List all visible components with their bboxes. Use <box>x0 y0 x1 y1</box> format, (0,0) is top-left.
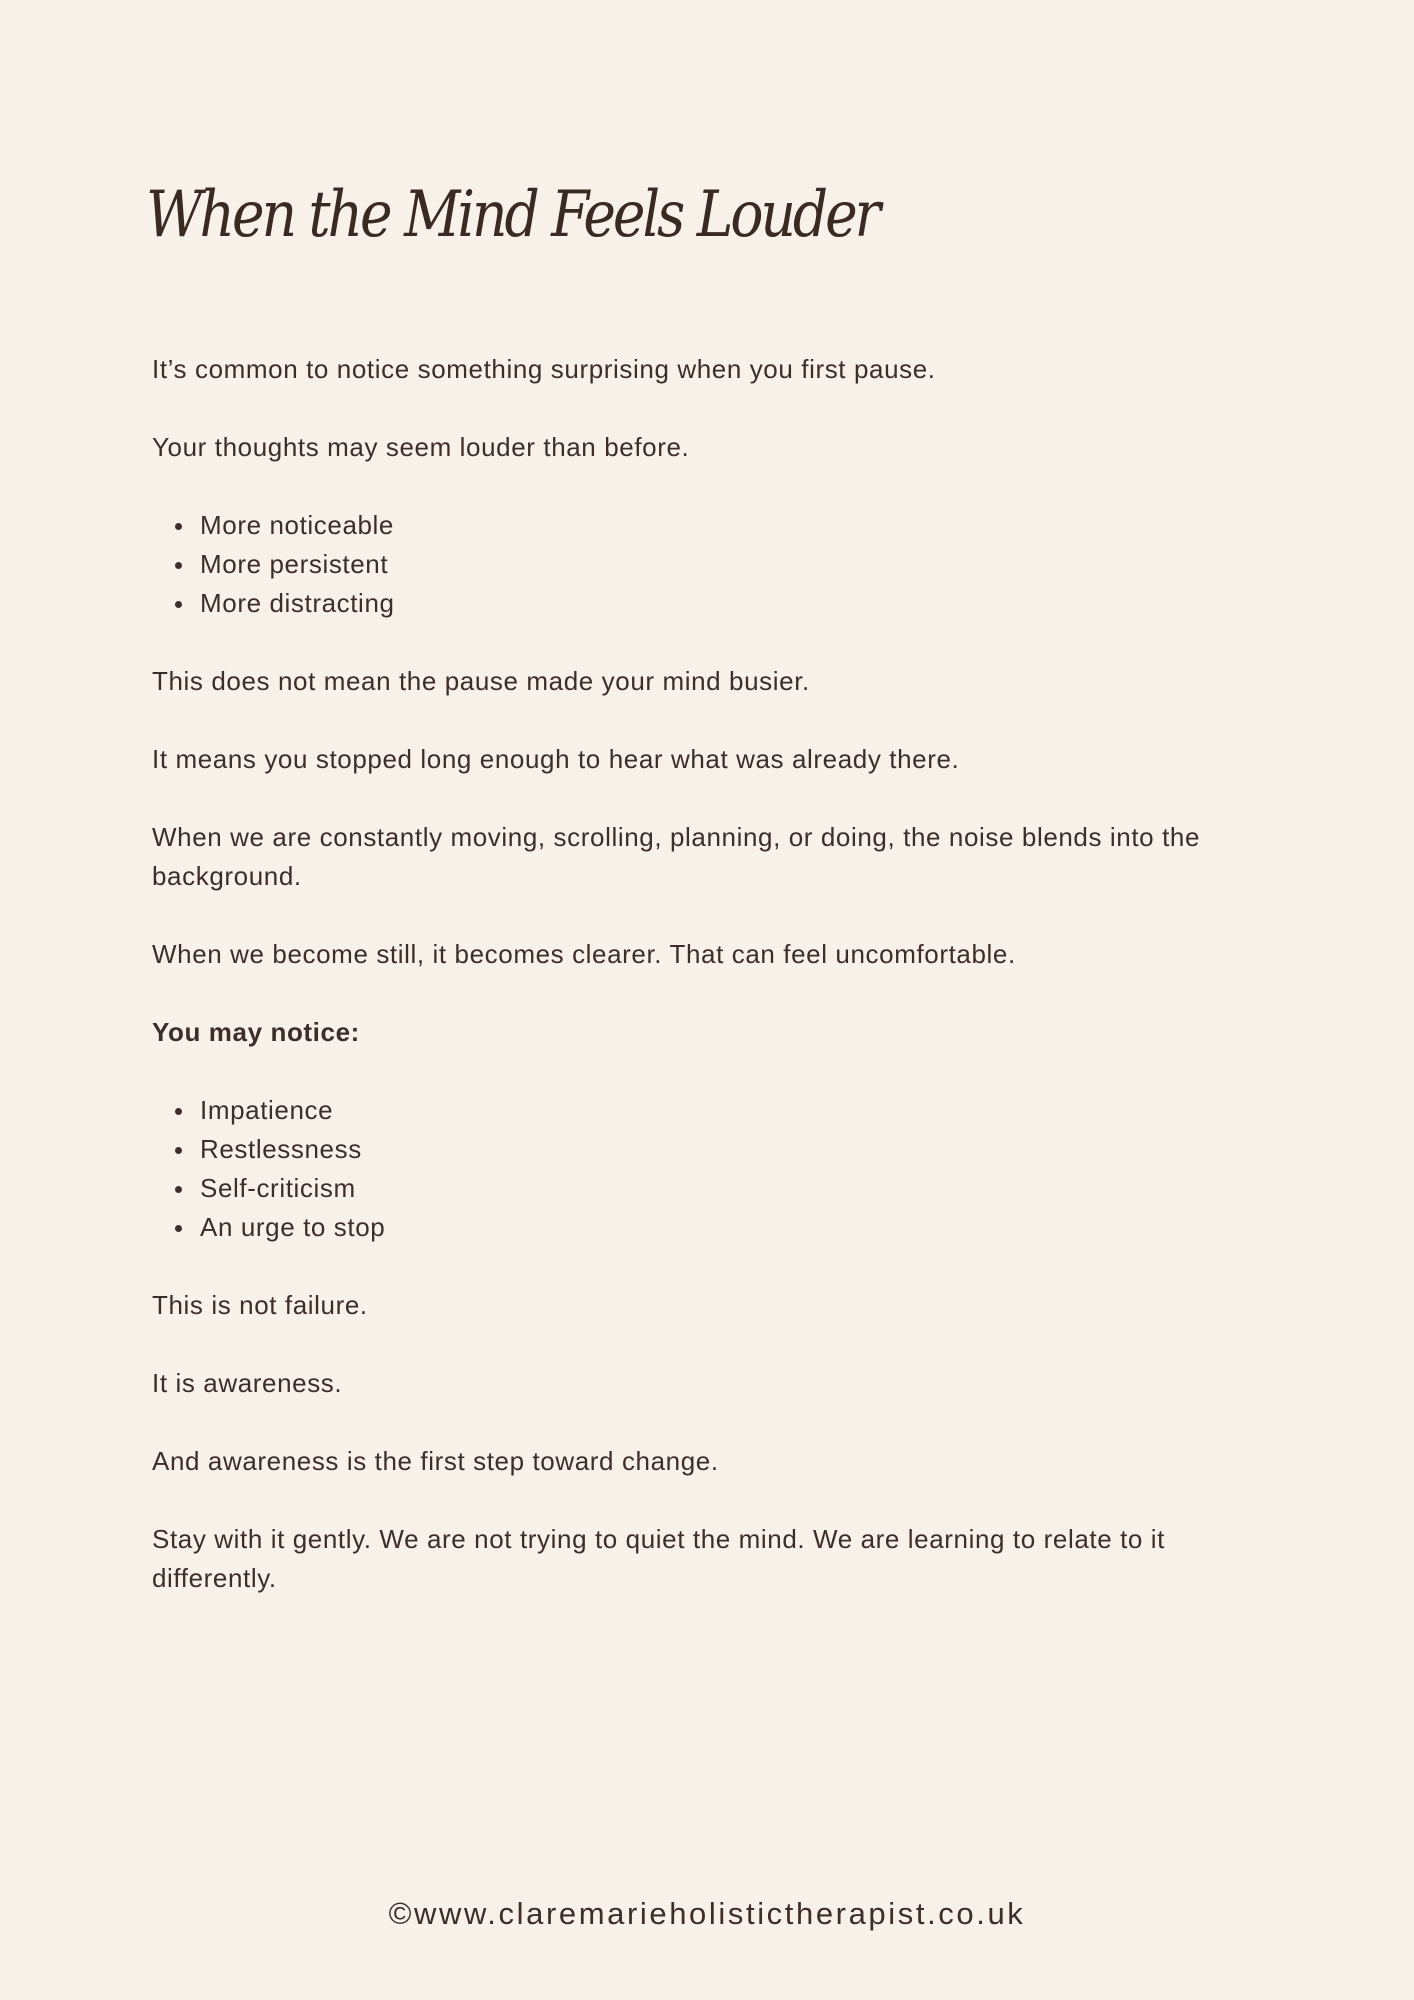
list-item-text: Impatience <box>200 1095 334 1125</box>
bullet-icon <box>175 562 182 569</box>
body-content <box>152 350 1282 1637</box>
list-item-text: More noticeable <box>200 510 394 540</box>
footer-website: ©www.claremarieholistictherapist.co.uk <box>388 1896 1026 1931</box>
paragraph: When we are constantly moving, scrolling, planning, or doing, the noise blends into the background. <box>152 822 1201 891</box>
list-item <box>200 1130 1282 1169</box>
list-item-text: More persistent <box>200 549 389 579</box>
list-item-text: Self-criticism <box>200 1173 356 1203</box>
list-item-text: More distracting <box>200 588 395 618</box>
paragraph: Your thoughts may seem louder than before. <box>152 432 690 462</box>
page-title: When the Mind Feels Louder <box>146 178 878 252</box>
paragraph: It means you stopped long enough to hear what was already there. <box>152 744 960 774</box>
list-item <box>200 506 1282 545</box>
bullet-icon <box>175 1225 182 1232</box>
list-item-text: An urge to stop <box>200 1212 386 1242</box>
list-item <box>200 545 1282 584</box>
paragraph: This does not mean the pause made your mind busier. <box>152 666 810 696</box>
bullet-icon <box>175 523 182 530</box>
bullet-icon <box>175 601 182 608</box>
bullet-icon <box>175 1186 182 1193</box>
list-item <box>200 1208 1282 1247</box>
thoughts-list <box>152 506 1282 623</box>
list-item <box>200 1091 1282 1130</box>
subheading: You may notice: <box>152 1017 360 1047</box>
paragraph: It’s common to notice something surprising when you first pause. <box>152 354 936 384</box>
paragraph: When we become still, it becomes clearer. That can feel uncomfortable. <box>152 939 1016 969</box>
bullet-icon <box>175 1108 182 1115</box>
paragraph: Stay with it gently. We are not trying to quiet the mind. We are learning to relate to it differently. <box>152 1524 1165 1593</box>
list-item <box>200 1169 1282 1208</box>
paragraph: It is awareness. <box>152 1368 343 1398</box>
list-item <box>200 584 1282 623</box>
paragraph: And awareness is the first step toward change. <box>152 1446 719 1476</box>
paragraph: This is not failure. <box>152 1290 368 1320</box>
feelings-list <box>152 1091 1282 1247</box>
bullet-icon <box>175 1147 182 1154</box>
list-item-text: Restlessness <box>200 1134 362 1164</box>
